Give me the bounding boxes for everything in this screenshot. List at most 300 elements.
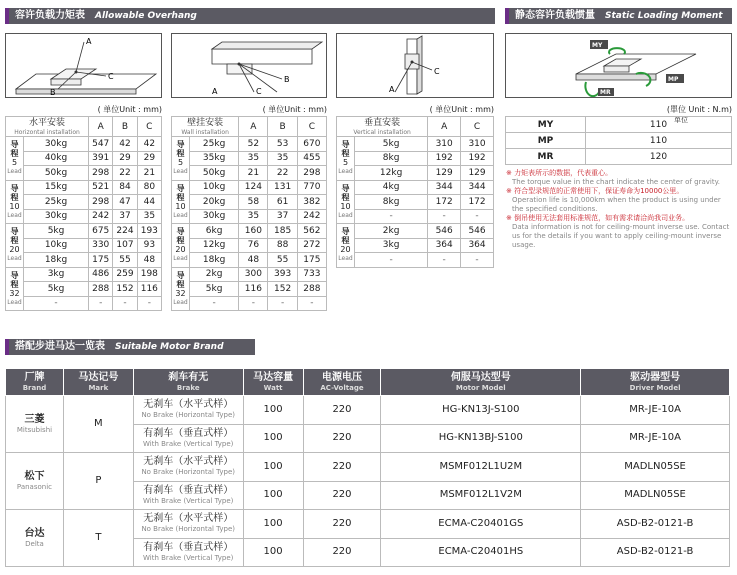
table-row — [6, 195, 162, 210]
value-cell: 486 — [89, 267, 113, 282]
value-cell: 675 — [89, 224, 113, 239]
note-cn: ※ 倒吊使用无法套用标准规范，如有需求请洽尚我司业务。 — [506, 214, 690, 222]
note-en: The torque value in the chart indicate the center of gravity. — [512, 178, 720, 186]
table-row — [172, 166, 327, 181]
moment-table — [505, 116, 732, 165]
brake-cn: 无刹车（水平式样） — [143, 513, 234, 525]
moment-key: MP — [506, 133, 586, 149]
table-row — [6, 453, 730, 482]
value-cell: 22 — [268, 166, 297, 181]
table-row — [6, 209, 162, 224]
table-row — [337, 137, 494, 152]
moment-row — [506, 149, 732, 165]
moment-row — [506, 133, 732, 149]
value-cell: - — [113, 296, 137, 311]
brand-cn: 松下 — [24, 470, 45, 482]
table-row — [6, 267, 162, 282]
load-cell: 2kg — [190, 267, 239, 282]
value-cell: 116 — [239, 282, 268, 297]
value-cell: 288 — [297, 282, 326, 297]
value-cell: 192 — [428, 151, 461, 166]
value-cell: 670 — [297, 137, 326, 152]
value-cell: 288 — [89, 282, 113, 297]
value-cell: 93 — [137, 238, 161, 253]
voltage-cell: 220 — [303, 510, 381, 539]
column-header: C — [137, 117, 161, 137]
motor-model-cell: MSMF012L1U2M — [381, 453, 581, 482]
value-cell: 770 — [297, 180, 326, 195]
load-cell: 25kg — [24, 195, 89, 210]
watt-cell: 100 — [243, 453, 303, 482]
brake-cn: 有刹车（垂直式样） — [143, 484, 234, 496]
table-row — [172, 180, 327, 195]
motor-title-en: Suitable Motor Brand — [115, 342, 224, 352]
lead-en: Lead — [173, 168, 188, 176]
value-cell: - — [461, 209, 494, 224]
header-en: Driver Model — [629, 383, 681, 392]
vertical-rail-illustration — [337, 34, 493, 97]
load-cell: - — [355, 209, 428, 224]
motor-model-cell: ECMA-C20401HS — [381, 538, 581, 567]
header-cn: 驱动器型号 — [630, 371, 681, 383]
table-row — [172, 195, 327, 210]
value-cell: 224 — [113, 224, 137, 239]
value-cell: 172 — [461, 195, 494, 210]
driver-model-cell: ASD-B2-0121-B — [581, 510, 730, 539]
diag3-label-a: A — [389, 85, 395, 94]
load-cell: - — [190, 296, 239, 311]
table-row — [6, 166, 162, 181]
value-cell: 107 — [113, 238, 137, 253]
mark-cell: P — [63, 453, 133, 510]
brake-cell — [133, 396, 243, 425]
load-cell: 20kg — [190, 195, 239, 210]
driver-model-cell: MR-JE-10A — [581, 396, 730, 425]
overhang-header — [5, 8, 495, 24]
lead-num: 5 — [177, 158, 184, 168]
table-row — [6, 296, 162, 311]
motor-model-cell: HG-KN13BJ-S100 — [381, 424, 581, 453]
voltage-cell: 220 — [303, 396, 381, 425]
load-cell: 25kg — [190, 137, 239, 152]
table-row — [172, 137, 327, 152]
motor-model-cell: ECMA-C20401GS — [381, 510, 581, 539]
column-header: B — [113, 117, 137, 137]
mark-cell: T — [63, 510, 133, 567]
lead-en: Lead — [173, 211, 188, 219]
lead-cn: 导程 — [176, 227, 185, 246]
diag1-label-c: C — [108, 72, 114, 81]
value-cell: 76 — [239, 238, 268, 253]
value-cell: - — [89, 296, 113, 311]
brake-en: With Brake (Vertical Type) — [143, 553, 234, 562]
table-row — [172, 238, 327, 253]
notes — [506, 169, 734, 250]
value-cell: 52 — [239, 137, 268, 152]
value-cell: 160 — [239, 224, 268, 239]
horizontal-diagram — [5, 33, 162, 98]
table-row — [6, 253, 162, 268]
value-cell: 192 — [461, 151, 494, 166]
load-cell: 40kg — [24, 151, 89, 166]
brake-en: No Brake (Horizontal Type) — [141, 411, 235, 420]
table-row — [337, 195, 494, 210]
lead-en: Lead — [338, 211, 353, 219]
install-type-en: Horizontal installation — [14, 129, 80, 136]
value-cell: 35 — [137, 209, 161, 224]
value-cell: 562 — [297, 224, 326, 239]
brake-en: No Brake (Horizontal Type) — [141, 525, 235, 534]
lead-en: Lead — [7, 168, 22, 176]
driver-model-cell: MADLN05SE — [581, 453, 730, 482]
lead-cn: 导程 — [176, 140, 185, 159]
brand-cell — [6, 510, 64, 567]
header-en: Brake — [176, 383, 200, 392]
value-cell: 88 — [268, 238, 297, 253]
table-row — [6, 510, 730, 539]
brake-cell — [133, 510, 243, 539]
header-cn: 刹车有无 — [168, 371, 209, 383]
static-title-cn: 静态容许负载惯量 — [515, 10, 595, 21]
diag4-label-mp: MP — [668, 76, 679, 83]
wall-table — [171, 116, 327, 311]
install-type-header — [6, 117, 89, 137]
value-cell: 272 — [297, 238, 326, 253]
value-cell: 364 — [428, 238, 461, 253]
load-cell: 5kg — [190, 282, 239, 297]
voltage-cell: 220 — [303, 538, 381, 567]
column-header: C — [297, 117, 326, 137]
value-cell: 152 — [113, 282, 137, 297]
value-cell: 546 — [428, 224, 461, 239]
moment-value: 120 — [586, 149, 732, 165]
load-cell: 8kg — [355, 195, 428, 210]
unit-label-vertical: ( 单位Unit : mm) — [429, 105, 494, 114]
value-cell: 547 — [89, 137, 113, 152]
brake-en: With Brake (Vertical Type) — [143, 439, 234, 448]
lead-num: 5 — [342, 158, 349, 168]
value-cell: 29 — [137, 151, 161, 166]
lead-num: 32 — [9, 288, 20, 298]
load-cell: 8kg — [355, 151, 428, 166]
value-cell: 344 — [461, 180, 494, 195]
load-cell: 15kg — [24, 180, 89, 195]
load-cell: 10kg — [24, 238, 89, 253]
load-cell: 30kg — [24, 137, 89, 152]
load-cell: 30kg — [24, 209, 89, 224]
note-cn: ※ 符合型录规范的正常使用下，保证寿命为10000公里。 — [506, 187, 684, 195]
watt-cell: 100 — [243, 538, 303, 567]
lead-cn: 导程 — [176, 270, 185, 289]
brake-cell — [133, 453, 243, 482]
table-row — [337, 180, 494, 195]
brake-cn: 有刹车（垂直式样） — [143, 427, 234, 439]
moment-key: MY — [506, 117, 586, 133]
motor-model-cell: MSMF012L1V2M — [381, 481, 581, 510]
lead-cell — [6, 137, 24, 181]
brand-cn: 三菱 — [24, 413, 45, 425]
moment-row — [506, 117, 732, 133]
table-row — [337, 238, 494, 253]
value-cell: 131 — [268, 180, 297, 195]
brand-en: Panasonic — [16, 482, 53, 491]
value-cell: 382 — [297, 195, 326, 210]
diag3-label-c: C — [434, 67, 440, 76]
diag2-label-c: C — [256, 87, 262, 96]
value-cell: 185 — [268, 224, 297, 239]
header-cn: 马达容量 — [253, 371, 294, 383]
value-cell: 733 — [297, 267, 326, 282]
value-cell: 47 — [113, 195, 137, 210]
moment-value: 110 — [586, 133, 732, 149]
table-row — [172, 253, 327, 268]
brake-cn: 无刹车（水平式样） — [143, 456, 234, 468]
header-en: Mark — [88, 383, 109, 392]
table-row — [6, 180, 162, 195]
moment-value: 110 — [586, 117, 732, 133]
table-row — [172, 267, 327, 282]
load-cell: 3kg — [355, 238, 428, 253]
value-cell: 344 — [428, 180, 461, 195]
load-cell: 10kg — [190, 180, 239, 195]
diag4-label-my: MY — [592, 42, 603, 49]
load-cell: 2kg — [355, 224, 428, 239]
value-cell: 22 — [113, 166, 137, 181]
brand-cell — [6, 396, 64, 453]
lead-cn: 导程 — [10, 140, 19, 159]
lead-cell — [6, 267, 24, 311]
motor-header — [5, 339, 255, 355]
value-cell: 330 — [89, 238, 113, 253]
load-cell: 18kg — [24, 253, 89, 268]
table-row — [337, 209, 494, 224]
load-cell: 50kg — [24, 166, 89, 181]
value-cell: - — [428, 253, 461, 268]
brand-en: Mitsubishi — [16, 425, 53, 434]
value-cell: 242 — [89, 209, 113, 224]
value-cell: 42 — [137, 137, 161, 152]
lead-cell — [172, 224, 190, 268]
value-cell: 35 — [239, 151, 268, 166]
table-header-row — [172, 117, 327, 137]
value-cell: - — [239, 296, 268, 311]
lead-cn: 导程 — [10, 183, 19, 202]
lead-cn: 导程 — [10, 270, 19, 289]
wall-rail-illustration — [172, 34, 326, 97]
lead-cell — [6, 180, 24, 224]
value-cell: 35 — [239, 209, 268, 224]
load-cell: - — [355, 253, 428, 268]
moment-key: MR — [506, 149, 586, 165]
table-row — [172, 282, 327, 297]
diag4-label-mr: MR — [600, 89, 611, 96]
load-cell: 12kg — [355, 166, 428, 181]
lead-en: Lead — [338, 168, 353, 176]
header-cn: 厂牌 — [24, 371, 45, 383]
load-cell: 30kg — [190, 209, 239, 224]
lead-num: 20 — [175, 245, 186, 255]
table-row — [6, 137, 162, 152]
value-cell: 55 — [268, 253, 297, 268]
value-cell: 129 — [461, 166, 494, 181]
value-cell: 242 — [297, 209, 326, 224]
value-cell: 44 — [137, 195, 161, 210]
load-cell: 5kg — [24, 282, 89, 297]
lead-cell — [337, 137, 355, 181]
table-row — [6, 282, 162, 297]
watt-cell: 100 — [243, 396, 303, 425]
lead-num: 10 — [9, 201, 20, 211]
unit-label-wall: ( 单位Unit : mm) — [262, 105, 327, 114]
watt-cell: 100 — [243, 510, 303, 539]
table-row — [172, 224, 327, 239]
overhang-title-en: Allowable Overhang — [95, 11, 197, 21]
lead-cell — [172, 267, 190, 311]
load-cell: 4kg — [355, 180, 428, 195]
brake-en: No Brake (Horizontal Type) — [141, 468, 235, 477]
header-en: AC-Voltage — [320, 383, 364, 392]
load-cell: 5kg — [24, 224, 89, 239]
watt-cell: 100 — [243, 424, 303, 453]
lead-cell — [337, 180, 355, 224]
vertical-diagram — [336, 33, 494, 98]
value-cell: 29 — [113, 151, 137, 166]
table-row — [337, 151, 494, 166]
lead-en: Lead — [338, 255, 353, 263]
note-en: Operation life is 10,000km when the product is using under the specified conditions. — [512, 196, 721, 213]
value-cell: 21 — [239, 166, 268, 181]
motor-column-header — [303, 369, 381, 396]
value-cell: 364 — [461, 238, 494, 253]
brand-cell — [6, 453, 64, 510]
brake-cell — [133, 481, 243, 510]
install-type-header — [337, 117, 428, 137]
motor-header-row — [6, 369, 730, 396]
diag1-label-a: A — [86, 37, 92, 46]
header-en: Brand — [22, 383, 47, 392]
value-cell: 42 — [113, 137, 137, 152]
table-row — [6, 151, 162, 166]
install-type-cn: 垂直安装 — [364, 118, 401, 128]
lead-cell — [172, 137, 190, 181]
diag2-label-b: B — [284, 75, 290, 84]
value-cell: 310 — [461, 137, 494, 152]
value-cell: 198 — [137, 267, 161, 282]
driver-model-cell: MR-JE-10A — [581, 424, 730, 453]
lead-num: 10 — [175, 201, 186, 211]
table-row — [172, 209, 327, 224]
table-header-row — [6, 117, 162, 137]
lead-num: 10 — [340, 201, 351, 211]
value-cell: 298 — [89, 195, 113, 210]
column-header: A — [89, 117, 113, 137]
brake-cn: 无刹车（水平式样） — [143, 399, 234, 411]
header-cn: 马达记号 — [78, 371, 119, 383]
value-cell: 455 — [297, 151, 326, 166]
value-cell: 55 — [113, 253, 137, 268]
motor-column-header — [63, 369, 133, 396]
voltage-cell: 220 — [303, 424, 381, 453]
lead-num: 20 — [9, 245, 20, 255]
watt-cell: 100 — [243, 481, 303, 510]
motor-column-header — [581, 369, 730, 396]
load-cell: - — [24, 296, 89, 311]
load-cell: 18kg — [190, 253, 239, 268]
value-cell: 58 — [239, 195, 268, 210]
value-cell: 21 — [137, 166, 161, 181]
lead-cn: 导程 — [10, 227, 19, 246]
motor-table — [5, 368, 730, 567]
table-row — [337, 224, 494, 239]
column-header: A — [239, 117, 268, 137]
value-cell: 300 — [239, 267, 268, 282]
lead-num: 20 — [340, 245, 351, 255]
note-cn: ※ 力矩表所示的数据，代表重心。 — [506, 169, 613, 177]
table-row — [172, 296, 327, 311]
vertical-table — [336, 116, 494, 268]
value-cell: 521 — [89, 180, 113, 195]
mark-cell: M — [63, 396, 133, 453]
lead-cn: 导程 — [341, 183, 350, 202]
horizontal-rail-illustration — [6, 34, 161, 97]
install-type-header — [172, 117, 239, 137]
voltage-cell: 220 — [303, 481, 381, 510]
moment-diagram — [505, 33, 732, 98]
load-cell: 5kg — [355, 137, 428, 152]
value-cell: 129 — [428, 166, 461, 181]
note-en: Data information is not for ceiling-mount inverse use. Contact us for the details if you want to apply ceiling-mount inverse usage. — [512, 223, 730, 249]
table-header-row — [337, 117, 494, 137]
header-cn: 伺服马达型号 — [450, 371, 511, 383]
motor-column-header — [381, 369, 581, 396]
install-type-cn: 水平安装 — [29, 118, 66, 128]
lead-en: Lead — [173, 255, 188, 263]
value-cell: 259 — [113, 267, 137, 282]
table-row — [6, 238, 162, 253]
value-cell: 37 — [113, 209, 137, 224]
value-cell: 175 — [89, 253, 113, 268]
header-en: Motor Model — [455, 383, 506, 392]
brake-en: With Brake (Vertical Type) — [143, 496, 234, 505]
load-cell: 35kg — [190, 151, 239, 166]
brand-en: Delta — [25, 539, 44, 548]
unit-overlay-label: 单位 — [674, 116, 688, 124]
motor-model-cell: HG-KN13J-S100 — [381, 396, 581, 425]
header-cn: 电源电压 — [321, 371, 362, 383]
value-cell: - — [297, 296, 326, 311]
load-cell: 12kg — [190, 238, 239, 253]
lead-cn: 导程 — [341, 227, 350, 246]
lead-cn: 导程 — [341, 140, 350, 159]
horizontal-table — [5, 116, 162, 311]
motor-column-header — [243, 369, 303, 396]
value-cell: 61 — [268, 195, 297, 210]
value-cell: 84 — [113, 180, 137, 195]
value-cell: - — [461, 253, 494, 268]
value-cell: 393 — [268, 267, 297, 282]
voltage-cell: 220 — [303, 453, 381, 482]
brake-cell — [133, 538, 243, 567]
lead-cell — [337, 224, 355, 268]
table-row — [6, 224, 162, 239]
driver-model-cell: MADLN05SE — [581, 481, 730, 510]
column-header: A — [428, 117, 461, 137]
lead-en: Lead — [7, 255, 22, 263]
value-cell: 35 — [268, 151, 297, 166]
value-cell: - — [428, 209, 461, 224]
table-row — [6, 396, 730, 425]
column-header: B — [268, 117, 297, 137]
